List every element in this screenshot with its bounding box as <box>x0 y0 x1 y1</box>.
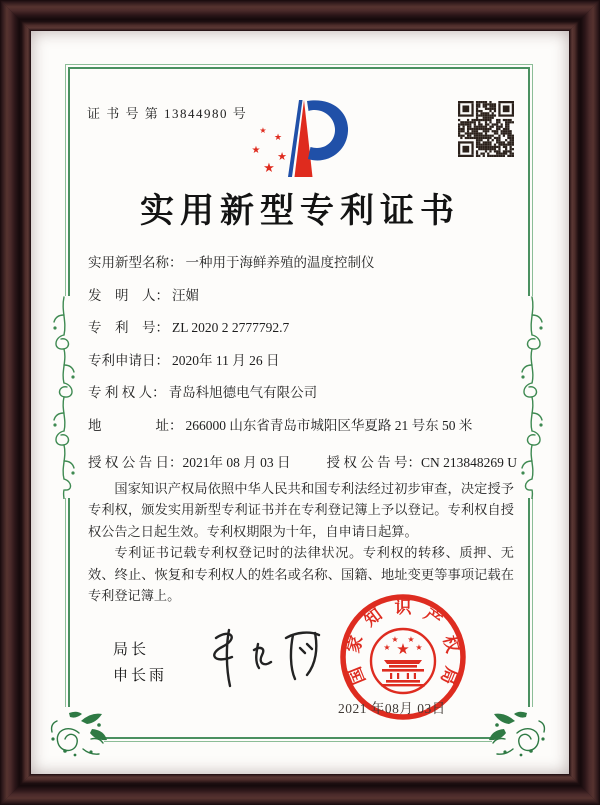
grant-number <box>327 451 518 471</box>
grant-date-label: 授 权 公 告 日： <box>88 455 183 470</box>
legal-paragraph-1: 国家知识产权局依照中华人民共和国专利法经过初步审查，决定授予专利权，颁发实用新型专利证书并在专利登记簿上予以登记。专利权自授权公告之日起生效。专利权期限为十年，自申请日起算。 <box>88 481 514 539</box>
field-value: 266000 山东省青岛市城阳区华夏路 21 号东 50 米 <box>185 417 473 433</box>
field-label: 地 址： <box>88 417 183 433</box>
field-patentee <box>88 386 518 400</box>
director-block <box>113 637 167 689</box>
field-value: ZL 2020 2 2777792.7 <box>172 320 290 336</box>
national-emblem-icon <box>371 629 435 693</box>
logo-star-icon: ★ <box>263 161 275 176</box>
field-value: 一种用于海鲜养殖的温度控制仪 <box>185 255 375 270</box>
emblem-star-icon: ★ <box>415 643 423 652</box>
grant-number-value: CN 213848269 U <box>421 455 518 470</box>
grant-date-value: 2021年 08 月 03 日 <box>182 455 291 470</box>
director-name: 申长雨 <box>113 668 168 684</box>
qr-code <box>458 101 514 157</box>
emblem-star-icon: ★ <box>383 643 391 652</box>
seal-char: 识 <box>394 598 412 617</box>
field-list <box>88 256 518 452</box>
seal-char: 产 <box>420 604 446 631</box>
field-inventor <box>88 289 518 303</box>
field-label: 实用新型名称： <box>88 255 183 270</box>
cnipa-logo-icon <box>251 96 354 184</box>
emblem-star-icon: ★ <box>391 635 399 644</box>
field-label: 专利申请日： <box>88 352 169 368</box>
field-value: 汪媚 <box>172 287 199 303</box>
seal-char: 局 <box>436 664 461 687</box>
director-title: 局长 <box>113 642 150 658</box>
seal-char: 家 <box>343 633 367 655</box>
field-application-date <box>88 354 518 368</box>
logo-star-icon: ★ <box>277 150 287 163</box>
seal-char: 国 <box>345 664 370 687</box>
field-label: 发 明 人： <box>88 287 169 303</box>
legal-paragraph-2: 专利证书记载专利权登记时的法律状况。专利权的转移、质押、无效、终止、恢复和专利权人的姓名或名称、国籍、地址变更等事项记载在专利登记簿上。 <box>88 545 514 604</box>
logo-star-icon: ★ <box>259 126 267 135</box>
seal-char: 知 <box>360 604 386 631</box>
field-patent-number <box>88 321 518 335</box>
field-value: 2020年 11 月 26 日 <box>172 352 280 368</box>
field-label: 专 利 权 人： <box>88 385 166 401</box>
field-address <box>88 419 518 433</box>
logo-star-icon: ★ <box>251 145 261 156</box>
emblem-star-icon: ★ <box>407 635 415 644</box>
grant-row <box>88 451 517 471</box>
grant-number-label: 授 权 公 告 号： <box>326 455 421 470</box>
seal-date: 2021 年08月 03日 <box>338 701 446 716</box>
field-utility-model-name <box>88 256 518 270</box>
field-value: 青岛科旭德电气有限公司 <box>168 385 318 401</box>
seal-char: 权 <box>439 633 463 655</box>
emblem-star-icon: ★ <box>396 640 410 658</box>
grant-date <box>88 451 291 471</box>
certificate-number: 证 书 号 第 13844980 号 <box>87 106 248 121</box>
field-label: 专 利 号： <box>88 320 169 336</box>
logo-star-icon: ★ <box>273 133 283 143</box>
director-signature <box>196 622 338 692</box>
certificate-title: 实用新型专利证书 <box>140 193 460 230</box>
